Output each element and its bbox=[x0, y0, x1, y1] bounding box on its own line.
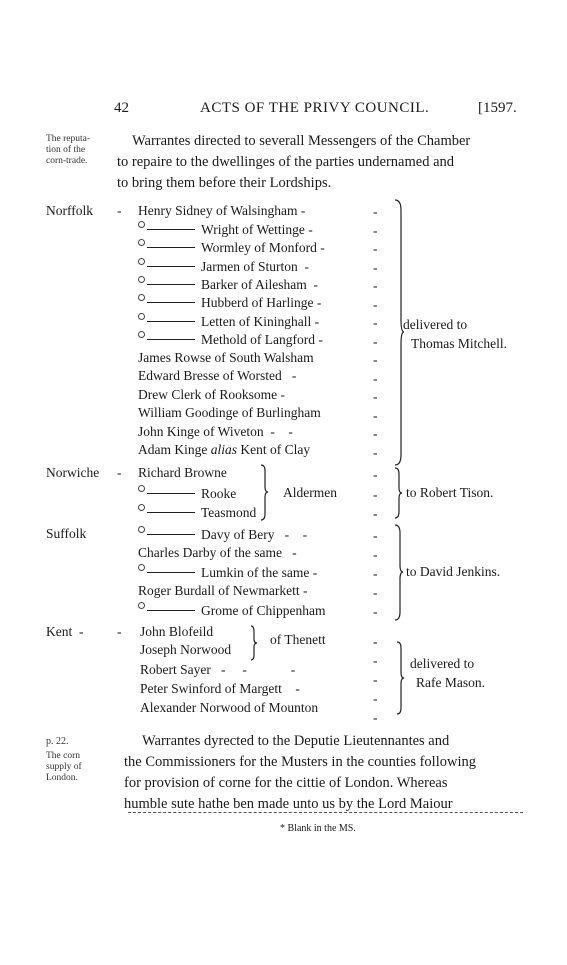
suffolk-entry: Roger Burdall of Newmarkett - bbox=[138, 583, 308, 598]
county-label-kent: Kent - bbox=[46, 624, 84, 639]
norwich-entry: Rooke bbox=[138, 485, 236, 502]
county-dash: - bbox=[117, 465, 122, 480]
suffolk-entry: Davy of Bery - - bbox=[138, 526, 307, 543]
norwich-brace bbox=[393, 468, 405, 518]
norfolk-entry: Henry Sidney of Walsingham - bbox=[138, 203, 306, 218]
norfolk-entry: Barker of Ailesham - bbox=[138, 276, 318, 293]
norfolk-dash-column: - - - - - - - - - - - - - - bbox=[373, 204, 378, 460]
kent-inner-brace bbox=[250, 626, 260, 660]
kent-entry: Robert Sayer - - - bbox=[140, 662, 296, 677]
footnote: * Blank in the MS. bbox=[280, 823, 356, 834]
norwich-dash-column: - - - bbox=[373, 467, 378, 521]
norfolk-entry: Methold of Langford - bbox=[138, 331, 323, 348]
norfolk-entry: Drew Clerk of Rooksome - bbox=[138, 387, 285, 402]
norwich-inner-brace bbox=[260, 465, 272, 520]
norfolk-entry: James Rowse of South Walsham bbox=[138, 350, 314, 365]
suffolk-brace bbox=[393, 525, 405, 620]
norfolk-entry: Letten of Kininghall - bbox=[138, 313, 319, 330]
norwich-entry: Teasmond bbox=[138, 504, 256, 521]
kent-entry: John Blofeild bbox=[140, 624, 214, 639]
page-reference: p. 22. bbox=[46, 736, 69, 747]
county-label-suffolk: Suffolk bbox=[46, 526, 87, 541]
norfolk-entry: Wright of Wettinge - bbox=[138, 221, 313, 238]
kent-entry: Peter Swinford of Margett - bbox=[140, 681, 300, 696]
suffolk-entry: Lumkin of the same - bbox=[138, 564, 317, 581]
side-note-reputation: The reputa- tion of the corn-trade. bbox=[46, 134, 91, 166]
norfolk-entry: Hubberd of Harlinge - bbox=[138, 294, 321, 311]
county-dash: - bbox=[117, 624, 122, 639]
norfolk-entry: Wormley of Monford - bbox=[138, 239, 325, 256]
county-label-norwich: Norwiche bbox=[46, 465, 100, 480]
suffolk-dash-column: - - - - - bbox=[373, 528, 378, 619]
running-title: ACTS OF THE PRIVY COUNCIL. bbox=[200, 100, 430, 116]
kent-delivery: delivered to Rafe Mason. bbox=[410, 656, 485, 690]
kent-brace bbox=[395, 642, 407, 714]
page-number: 42 bbox=[114, 100, 129, 116]
norfolk-delivery: delivered to Thomas Mitchell. bbox=[403, 317, 507, 351]
kent-entry: Joseph Norwood bbox=[140, 642, 232, 657]
county-dash: - bbox=[117, 203, 122, 218]
norwich-group-label: Aldermen bbox=[283, 485, 337, 500]
kent-dash-column: - - - - - bbox=[373, 634, 378, 725]
page-year: [1597. bbox=[478, 100, 517, 116]
side-note-corn-supply: The corn supply of London. bbox=[46, 751, 82, 783]
norfolk-entry: Jarmen of Sturton - bbox=[138, 258, 309, 275]
suffolk-entry: Grome of Chippenham bbox=[138, 602, 325, 619]
kent-entry: Alexander Norwood of Mounton bbox=[140, 700, 319, 715]
section1-paragraph: Warrantes directed to severall Messengers of the Chamber to repaire to the dwellinges of the parties undernamed and to bring them before their Lordships. bbox=[117, 133, 471, 191]
norfolk-entry: John Kinge of Wiveton - - bbox=[138, 424, 293, 439]
norfolk-entry: William Goodinge of Burlingham bbox=[138, 405, 321, 420]
county-label-norfolk: Norffolk bbox=[46, 203, 93, 218]
norwich-entry: Richard Browne bbox=[138, 465, 227, 480]
suffolk-entry: Charles Darby of the same - bbox=[138, 545, 297, 560]
footnote-rule bbox=[128, 812, 523, 813]
norwich-delivery: to Robert Tison. bbox=[406, 485, 494, 500]
norfolk-entry: Edward Bresse of Worsted - bbox=[138, 368, 297, 383]
kent-group-label: of Thenett bbox=[270, 632, 326, 647]
norfolk-entry: Adam Kinge alias Kent of Clay bbox=[138, 442, 311, 457]
suffolk-delivery: to David Jenkins. bbox=[406, 564, 501, 579]
section2-paragraph: Warrantes dyrected to the Deputie Lieutennantes and the Commissioners for the Musters in the counties following for provision of corne for the cittie of London. Whereas humble sute hathe ben made unto us by the Lord Maiour bbox=[124, 733, 476, 812]
